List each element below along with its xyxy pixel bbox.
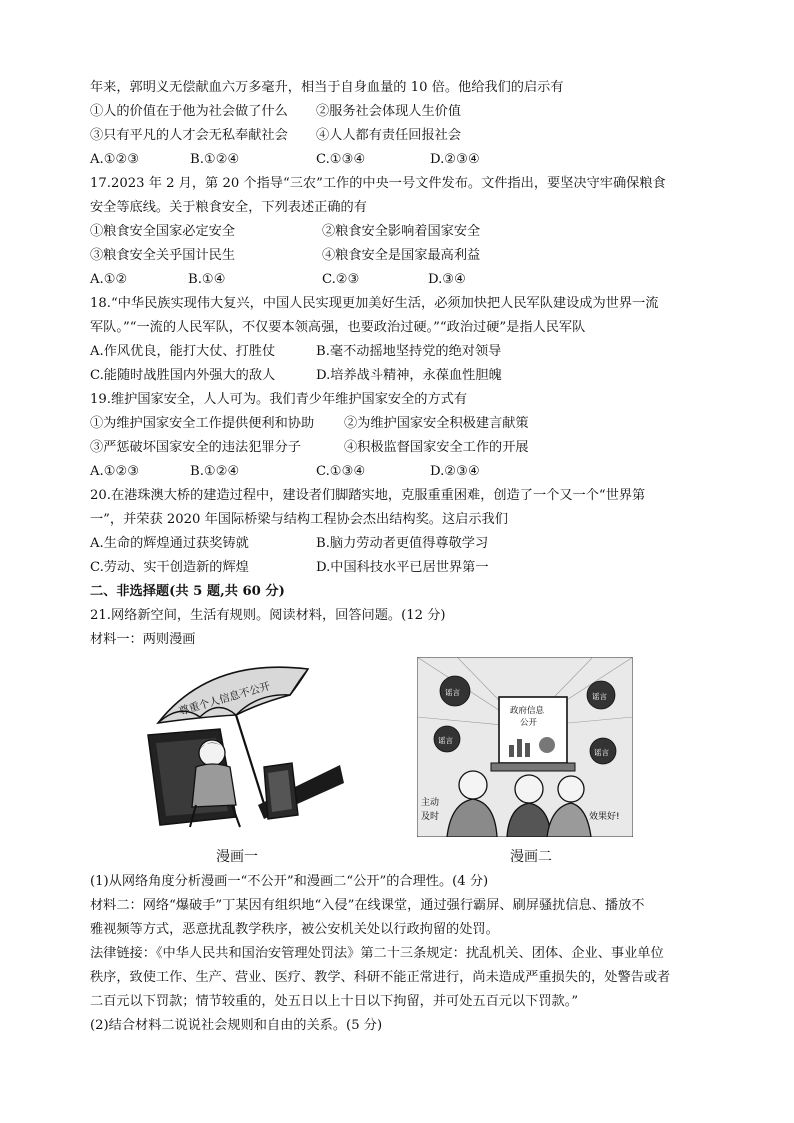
q18-option-c: C.能随时战胜国内外强大的敌人: [90, 368, 276, 383]
q21-material-2-line-2: 雅视频等方式，恶意扰乱教学秩序，被公安机关处以行政拘留的处罚。: [90, 922, 499, 937]
q21-material-2-line-1: 材料二：网络“爆破手”丁某因有组织地“入侵”在线课堂，通过强行霸屏、刷屏骚扰信息、播放不: [90, 898, 645, 913]
q19-option-a: A.①②③: [90, 464, 140, 479]
q18-option-b: B.毫不动摇地坚持党的绝对领导: [316, 344, 502, 359]
q16-option-d: D.②③④: [430, 152, 480, 167]
q20-option-c: C.劳动、实干创造新的辉煌: [90, 560, 249, 575]
q19-statement-3: ③严惩破坏国家安全的违法犯罪分子: [90, 440, 301, 455]
q17-statement-3: ③粮食安全关乎国计民生: [90, 248, 236, 263]
rumor-bubble-4: 谣言: [594, 748, 609, 757]
board-text-2: 公开: [520, 718, 538, 728]
q20-option-a: A.生命的辉煌通过获奖铸就: [90, 536, 249, 551]
q17-option-d: D.③④: [428, 272, 466, 287]
q17-option-b: B.①④: [188, 272, 226, 287]
q17-statement-2: ②粮食安全影响着国家安全: [322, 224, 481, 239]
q18-option-a: A.作风优良，能打大仗、打胜仗: [90, 344, 276, 359]
q21-part-1: (1)从网络角度分析漫画一“不公开”和漫画二“公开”的合理性。(4 分): [90, 874, 489, 889]
q17-stem-line-1: 17.2023 年 2 月，第 20 个指导“三农”工作的中央一号文件发布。文件指出，要坚决守牢确保粮食: [90, 176, 666, 191]
q18-stem-line-1: 18.“中华民族实现伟大复兴，中国人民实现更加美好生活，必须加快把人民军队建设成为世界一流: [90, 296, 659, 311]
q17-statement-4: ④粮食安全是国家最高利益: [322, 248, 481, 263]
q16-option-b: B.①②④: [190, 152, 240, 167]
q19-option-d: D.②③④: [430, 464, 480, 479]
q21-law-line-1: 法律链接：《中华人民共和国治安管理处罚法》第二十三条规定：扰乱机关、团体、企业、事业单位: [90, 946, 664, 961]
q20-option-d: D.中国科技水平已居世界第一: [316, 560, 489, 575]
q19-stem: 19.维护国家安全，人人可为。我们青少年维护国家安全的方式有: [90, 392, 468, 407]
q18-stem-line-2: 军队。”“一流的人民军队，不仅要本领高强，也要政治过硬。”“政治过硬”是指人民军队: [90, 320, 586, 335]
q17-statement-1: ①粮食安全国家必定安全: [90, 224, 236, 239]
q17-option-c: C.②③: [322, 272, 360, 287]
rumor-bubble-1: 谣言: [445, 688, 460, 697]
q21-law-line-3: 二百元以下罚款；情节较重的，处五日以上十日以下拘留，并可处五百元以下罚款。”: [90, 994, 579, 1009]
timely-label: 及时: [421, 812, 440, 822]
section-heading: 二、非选择题(共 5 题,共 60 分): [90, 584, 285, 599]
q16-statement-4: ④人人都有责任回报社会: [316, 128, 462, 143]
q20-stem-line-2: 一”，并荣获 2020 年国际桥梁与结构工程协会杰出结构奖。这启示我们: [90, 512, 508, 527]
q20-option-b: B.脑力劳动者更值得尊敬学习: [316, 536, 489, 551]
rumor-bubble-2: 谣言: [592, 692, 607, 701]
q19-option-b: B.①②④: [190, 464, 240, 479]
q21-law-line-2: 秩序，致使工作、生产、营业、医疗、教学、科研不能正常进行，尚未造成严重损失的，处警告或者: [90, 970, 671, 985]
q17-stem-line-2: 安全等底线。关于粮食安全，下列表述正确的有: [90, 200, 367, 215]
board-text-1: 政府信息: [510, 706, 545, 716]
effect-label: 效果好!: [589, 812, 620, 822]
q16-statement-2: ②服务社会体现人生价值: [316, 104, 462, 119]
q16-statement-1: ①人的价值在于他为社会做了什么: [90, 104, 288, 119]
cartoon-2-caption: 漫画二: [510, 849, 552, 865]
rumor-bubble-3: 谣言: [438, 736, 453, 745]
q16-statement-3: ③只有平凡的人才会无私奉献社会: [90, 128, 288, 143]
q21-material-1-label: 材料一：两则漫画: [90, 632, 196, 647]
q19-option-c: C.①③④: [316, 464, 366, 479]
q16-stem: 年来，郭明义无偿献血六万多毫升，相当于自身血量的 10 倍。他给我们的启示有: [90, 80, 564, 95]
q19-statement-4: ④积极监督国家安全工作的开展: [344, 440, 529, 455]
q21-stem: 21.网络新空间，生活有规则。阅读材料，回答问题。(12 分): [90, 608, 446, 623]
cartoon-1-image: [140, 655, 345, 835]
q17-option-a: A.①②: [90, 272, 128, 287]
q19-statement-1: ①为维护国家安全工作提供便利和协助: [90, 416, 315, 431]
q16-option-c: C.①③④: [316, 152, 366, 167]
umbrella-label: 尊重个人信息不公开: [177, 680, 272, 718]
q16-option-a: A.①②③: [90, 152, 140, 167]
cartoon-1-caption: 漫画一: [216, 849, 258, 865]
cartoon-2-image: [417, 657, 633, 837]
q20-stem-line-1: 20.在港珠澳大桥的建造过程中，建设者们脚踏实地，克服重重困难，创造了一个又一个“世界第: [90, 488, 646, 503]
q21-part-2: (2)结合材料二说说社会规则和自由的关系。(5 分): [90, 1018, 383, 1033]
q18-option-d: D.培养战斗精神，永葆血性胆魄: [316, 368, 502, 383]
q19-statement-2: ②为维护国家安全积极建言献策: [344, 416, 529, 431]
proactive-label: 主动: [421, 798, 440, 808]
